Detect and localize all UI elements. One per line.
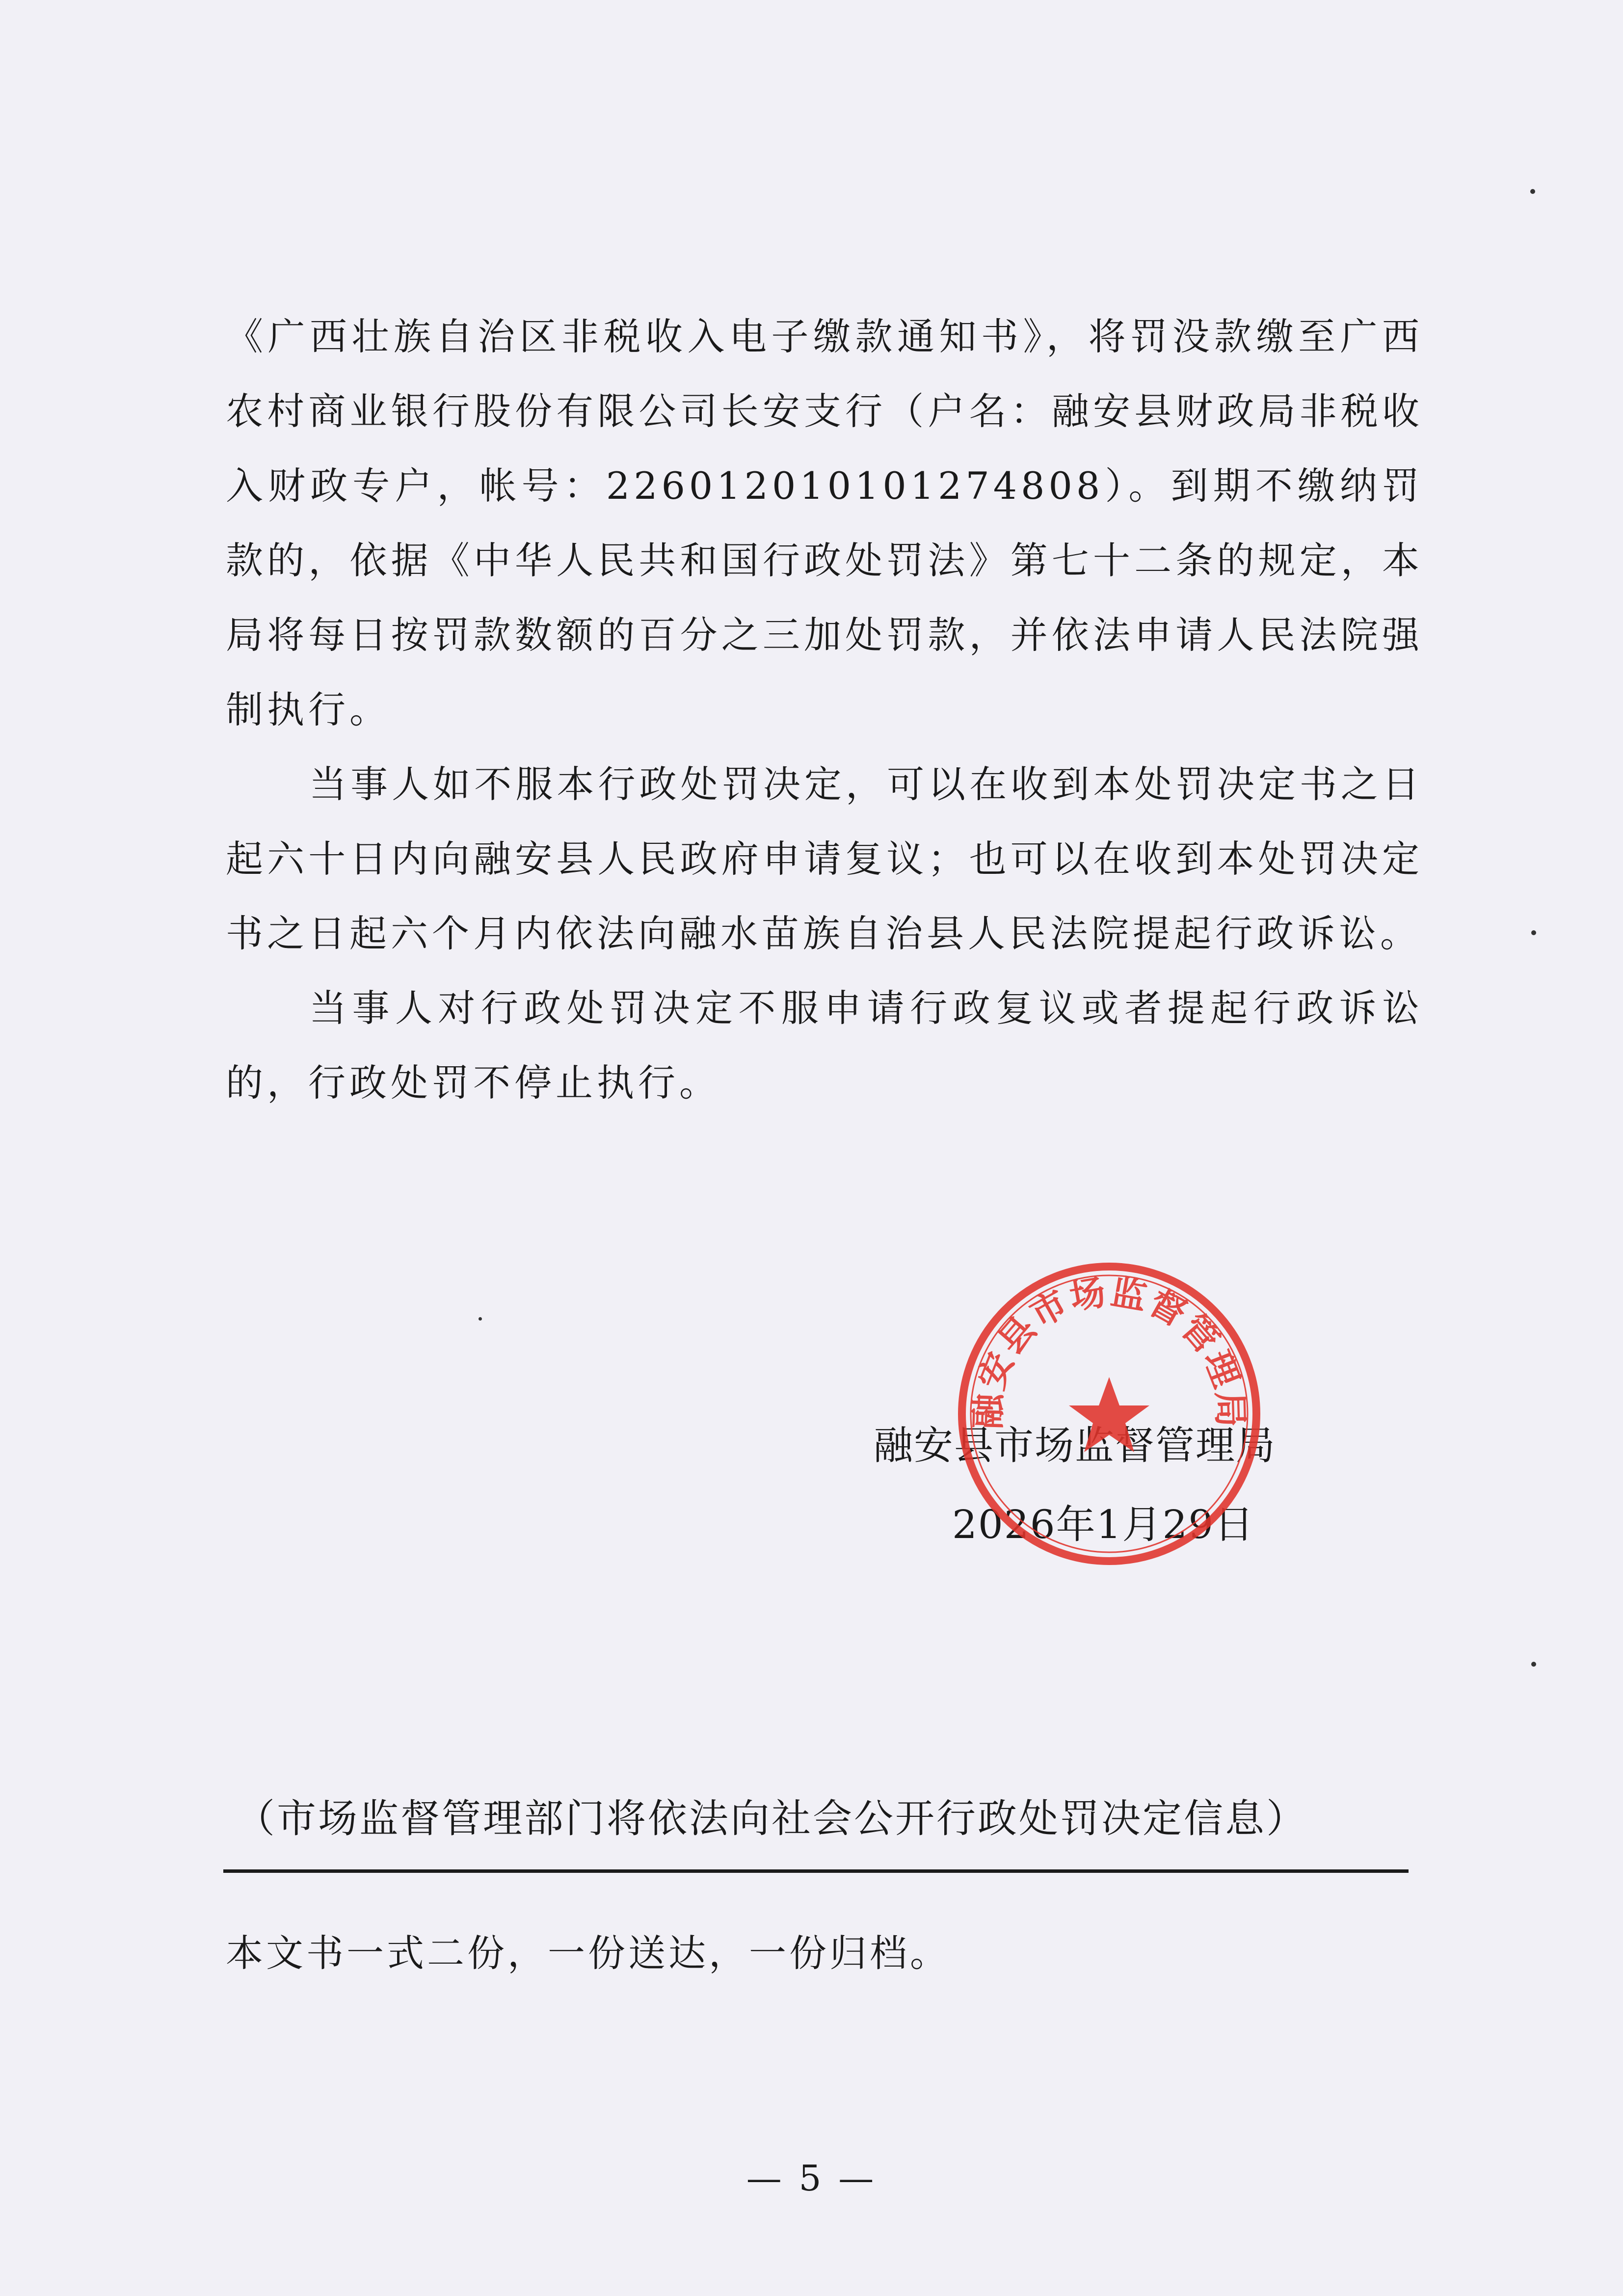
official-seal-icon xyxy=(952,1257,1266,1571)
paragraph-execution-notice: 当事人对行政处罚决定不服申请行政复议或者提起行政诉讼的，行政处罚不停止执行。 xyxy=(226,986,1423,1105)
divider-line xyxy=(223,1869,1409,1873)
issue-date: 2026年1月29日 xyxy=(952,1502,1255,1547)
svg-text:融安县市场监督管理局: 融安县市场监督管理局 xyxy=(967,1270,1251,1430)
scan-speck xyxy=(1530,189,1535,194)
public-disclosure-note: （市场监督管理部门将依法向社会公开行政处罚决定信息） xyxy=(236,1796,1307,1841)
paragraph-appeal-rights: 当事人如不服本行政处罚决定，可以在收到本处罚决定书之日起六十日内向融安县人民政府申请复议；也可以在收到本处罚决定书之日起六个月内依法向融水苗族自治县人民法院提起行政诉讼。 xyxy=(226,762,1423,955)
body-text xyxy=(226,299,1423,1120)
scan-speck xyxy=(1531,1662,1536,1667)
scan-speck xyxy=(479,1317,482,1321)
page-number: — 5 — xyxy=(746,2158,877,2199)
copies-note: 本文书一式二份，一份送达，一份归档。 xyxy=(226,1931,950,1975)
issuing-organization: 融安县市场监督管理局 xyxy=(874,1423,1276,1468)
paragraph-payment-instructions: 《广西壮族自治区非税收入电子缴款通知书》，将罚没款缴至广西农村商业银行股份有限公司长安支行（户名：融安县财政局非税收入财政专户，帐号：226012010101274808）。到期不缴纳罚款的，依据《中华人民共和国行政处罚法》第七十二条的规定，本局将每日按罚款数额的百分之三加处罚款，并依法申请人民法院强制执行。 xyxy=(226,315,1423,731)
scan-speck xyxy=(1531,930,1536,935)
